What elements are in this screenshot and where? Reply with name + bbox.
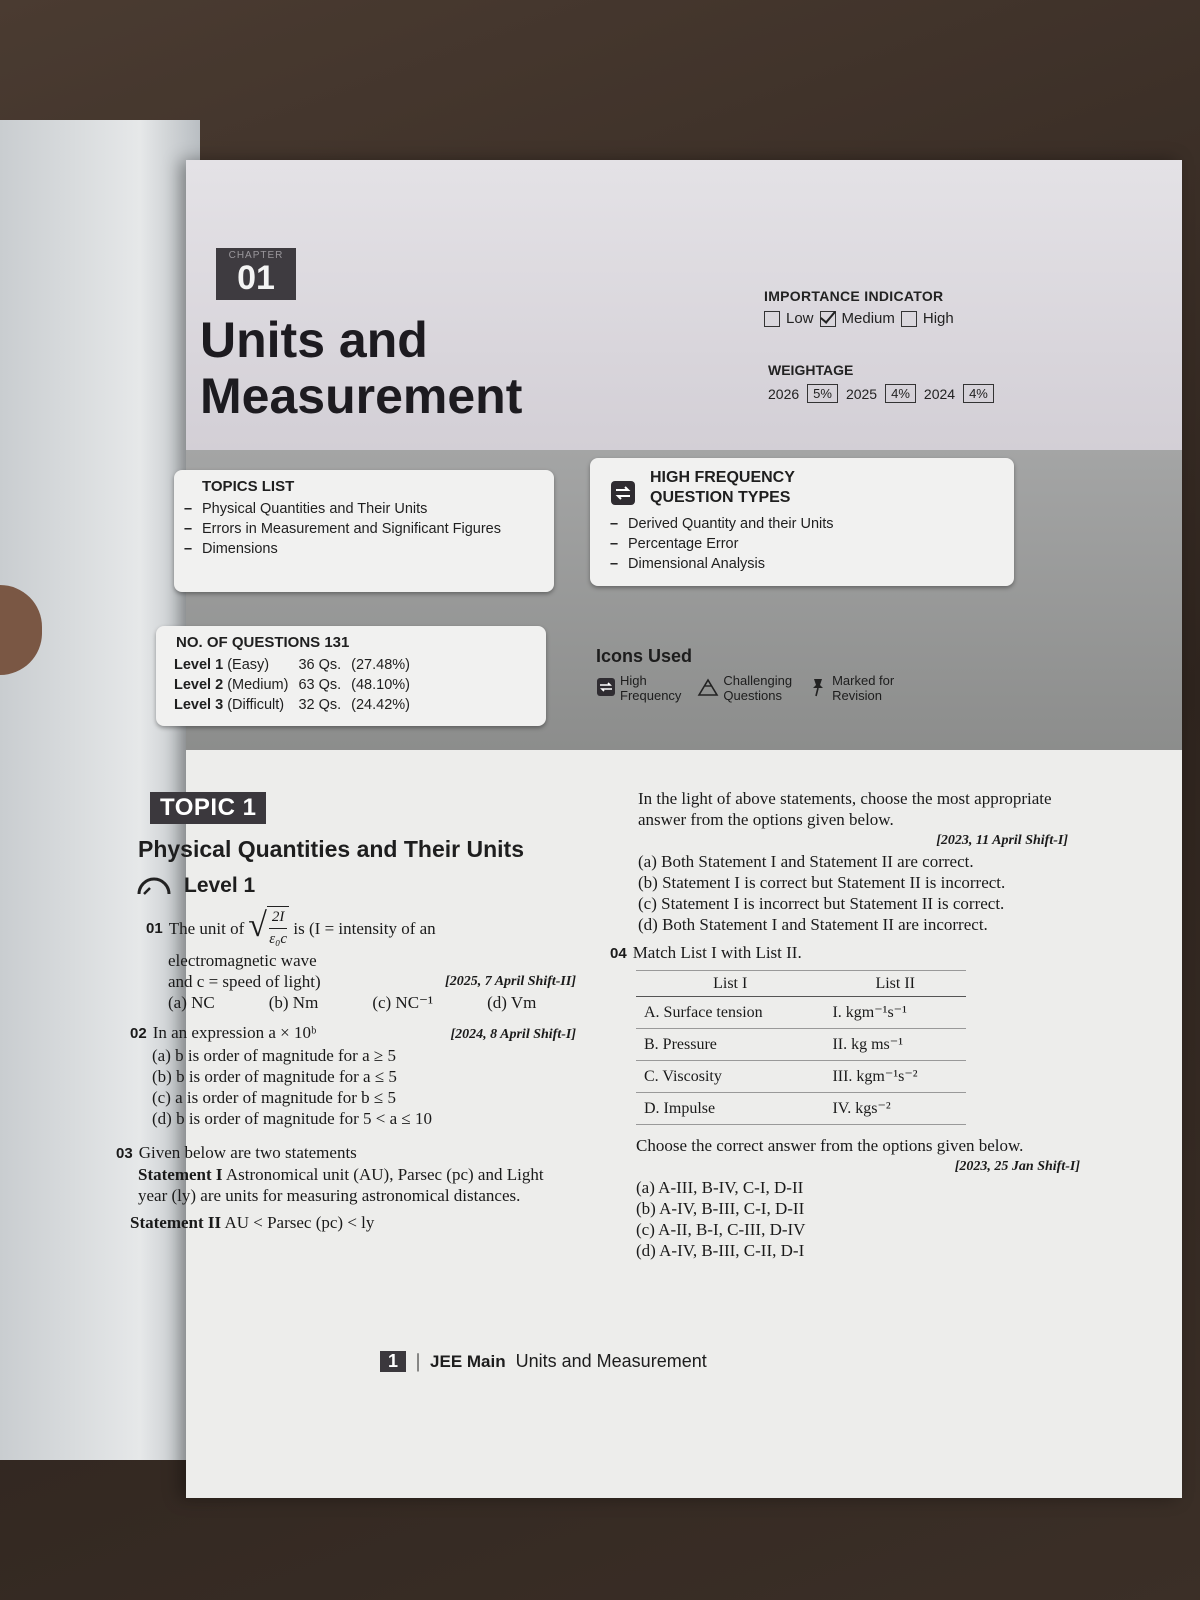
option: (b) Statement I is correct but Statement II is incorrect. [638,873,1006,892]
legend-item [697,673,792,703]
table-row [636,1029,966,1061]
legend-label: Questions [723,688,782,703]
footer-book: JEE Main [430,1351,506,1371]
option: (a) b is order of magnitude for a ≥ 5 [152,1046,396,1065]
list-1-item: D. Impulse [636,1093,824,1125]
high-checkbox [901,311,917,327]
chapter-number: 01 [237,259,275,297]
question-number: 01 [146,919,163,937]
list-1-item: C. Viscosity [636,1061,824,1093]
topic-item: – Dimensions [184,539,554,559]
question-source: [2023, 11 April Shift-I] [936,833,1068,848]
option: (d) A-IV, B-III, C-II, D-I [636,1241,805,1260]
option: (b) Nm [268,993,319,1012]
sqrt-expression [248,906,289,950]
question-text: The unit of [168,918,245,938]
level-count: 36 Qs. [298,657,342,673]
question-text: Given below are two statements [138,1143,357,1162]
question-text: In an expression a × 10ᵇ [152,1023,317,1042]
icons-used [596,646,894,703]
statement-label: Statement I [138,1165,223,1184]
weightage [768,362,994,403]
low-checkbox [764,311,780,327]
legend-label: Challenging [723,673,793,688]
chapter-number-box [216,248,296,300]
weightage-value: 4% [963,384,994,403]
question-text: In the light of above statements, choose the most appropriate answer from the options given below. [638,789,1052,829]
questions-heading: NO. OF QUESTIONS 131 [176,634,350,651]
level-heading [136,874,255,898]
high-frequency-icon [596,677,616,700]
questions-table [174,655,420,715]
questions-count-card [156,626,546,726]
importance-heading: IMPORTANCE INDICATOR [764,288,944,304]
importance-low-label: Low [786,310,814,327]
challenging-icon [697,677,719,700]
question-number: 04 [610,945,627,962]
book-page [116,160,1182,1498]
legend-item [596,673,681,703]
topics-heading: TOPICS LIST [202,478,295,495]
option: (d) Vm [487,993,537,1012]
topic-item: – Errors in Measurement and Significant Figures [184,519,554,539]
question-number: 03 [116,1145,133,1162]
question-text: electromagnetic wave [168,951,317,970]
level-label: Level 1 [184,874,256,897]
importance-high-label: High [922,310,954,327]
level-difficulty: (Medium) [227,677,289,693]
topic-badge: TOPIC 1 [150,792,266,824]
chapter-title-line1: Units and [200,312,428,368]
hf-item: – Derived Quantity and their Units [610,514,1014,534]
question-text: Choose the correct answer from the options given below. [636,1136,1024,1155]
medium-checkbox [820,311,836,327]
column-header: List II [824,971,966,997]
table-row [174,675,420,695]
question-source: [2025, 7 April Shift-II] [445,974,576,989]
footer-separator: | [416,1350,421,1372]
legend-label: Marked for [832,673,895,688]
level-pct: (27.48%) [351,657,410,673]
column-header: List I [636,971,824,997]
option: (d) b is order of magnitude for 5 < a ≤ 10 [152,1109,432,1128]
statement-text: Astronomical unit (AU), Parsec (pc) and Light year (ly) are units for measuring astronomical distances. [138,1165,544,1205]
level-pct: (48.10%) [351,677,410,693]
question-source: [2024, 8 April Shift-I] [450,1027,576,1042]
level-count: 32 Qs. [298,697,342,713]
hf-item: – Percentage Error [610,534,1014,554]
level-arc-icon [136,876,172,896]
statement-text: AU < Parsec (pc) < ly [224,1213,375,1232]
question-02 [130,1022,576,1129]
option: (d) Both Statement I and Statement II are incorrect. [638,915,988,934]
level-name: Level 2 [174,677,224,693]
weightage-year: 2026 [768,385,800,402]
hf-item: – Dimensional Analysis [610,554,1014,574]
option: (a) NC [168,993,215,1012]
fraction [267,906,290,950]
weightage-year: 2024 [923,385,956,402]
question-source: [2023, 25 Jan Shift-I] [954,1159,1080,1174]
list-2-item: IV. kgs⁻² [824,1093,966,1125]
legend-label: Revision [832,688,882,703]
question-03 [116,1142,576,1233]
question-text: Match List I with List II. [632,943,802,962]
option: (c) a is order of magnitude for b ≤ 5 [152,1088,396,1107]
weightage-year: 2025 [845,385,878,402]
topic-item: – Physical Quantities and Their Units [184,499,554,519]
topics-list-card [174,470,554,592]
legend-label: Frequency [620,688,682,703]
radical-sign: √ [248,907,267,944]
option: (c) NC⁻¹ [372,993,434,1012]
footer-chapter: Units and Measurement [515,1351,707,1371]
list-1-item: B. Pressure [636,1029,824,1061]
table-header-row [636,971,966,997]
question-number: 02 [130,1025,147,1042]
topic-title: Physical Quantities and Their Units [138,836,524,862]
pushpin-icon [808,677,828,700]
level-difficulty: (Difficult) [227,697,285,713]
importance-indicator [764,288,1064,327]
option: (b) b is order of magnitude for a ≤ 5 [152,1067,397,1086]
match-table [636,970,966,1125]
previous-page-edge [0,120,200,1460]
weightage-value: 5% [807,384,838,403]
question-01 [146,906,576,1013]
table-row [174,655,420,675]
question-04 [610,942,1080,1261]
option: (a) A-III, B-IV, C-I, D-II [636,1178,804,1197]
question-text: is (I = intensity of an [293,918,436,938]
question-03-continued [638,788,1068,935]
list-2-item: II. kg ms⁻¹ [824,1029,966,1061]
question-text: and c = speed of light) [168,972,321,991]
fraction-numerator: 2I [269,907,288,929]
hf-heading-line1: HIGH FREQUENCY [650,469,795,486]
high-frequency-card [590,458,1014,586]
icons-used-heading: Icons Used [596,646,693,666]
list-1-item: A. Surface tension [636,997,824,1029]
statement-label: Statement II [130,1213,222,1232]
fraction-denominator: ε₀c [269,931,288,947]
chapter-title [200,312,620,424]
chapter-title-line2: Measurement [200,368,523,424]
table-row [636,1061,966,1093]
option: (a) Both Statement I and Statement II are correct. [638,852,974,871]
level-difficulty: (Easy) [227,657,270,673]
page-number: 1 [380,1351,406,1372]
weightage-heading: WEIGHTAGE [768,362,854,378]
table-row [636,997,966,1029]
table-row [174,695,420,715]
legend-label: High [620,673,647,688]
option: (c) A-II, B-I, C-III, D-IV [636,1220,806,1239]
option: (b) A-IV, B-III, C-I, D-II [636,1199,805,1218]
weightage-value: 4% [885,384,916,403]
level-name: Level 1 [174,657,224,673]
importance-medium-label: Medium [841,310,895,327]
level-pct: (24.42%) [351,697,410,713]
level-count: 63 Qs. [298,677,342,693]
table-row [636,1093,966,1125]
option: (c) Statement I is incorrect but Statement II is correct. [638,894,1005,913]
level-name: Level 3 [174,697,224,713]
page-footer [380,1350,707,1373]
legend-item [808,673,894,703]
chapter-label: CHAPTER [228,250,284,261]
list-2-item: III. kgm⁻¹s⁻² [824,1061,966,1093]
hf-heading-line2: QUESTION TYPES [650,489,791,506]
high-frequency-icon [610,480,636,511]
list-2-item: I. kgm⁻¹s⁻¹ [824,997,966,1029]
